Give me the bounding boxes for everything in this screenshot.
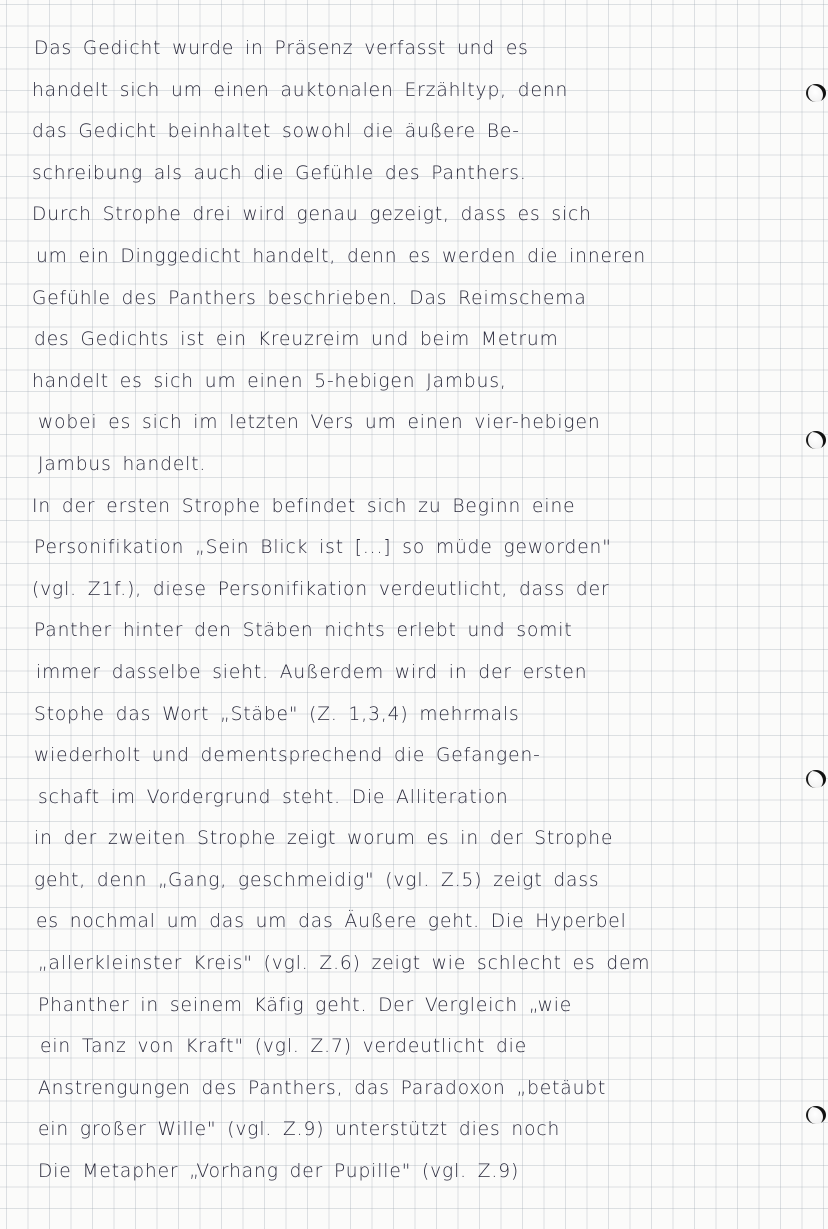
text-line-15: Panther hinter den Stäben nichts erlebt und somit (34, 620, 573, 642)
text-line-24: Phanther in seinem Käfig geht. Der Vergleich „wie (38, 994, 573, 1016)
text-line-21: geht, denn „Gang, geschmeidig" (vgl. Z.5) zeigt dass (34, 869, 600, 891)
text-line-26: Anstrengungen des Panthers, das Paradoxon „betäubt (38, 1077, 607, 1099)
binder-hole-icon (806, 84, 826, 102)
text-line-12: In der ersten Strophe befindet sich zu Beginn eine (32, 495, 576, 517)
text-line-18: wiederholt und dementsprechend die Gefangen- (34, 745, 541, 767)
binder-hole-icon (806, 431, 826, 449)
text-line-17: Stophe das Wort „Stäbe" (Z. 1,3,4) mehrmals (34, 703, 520, 725)
text-line-7: Gefühle des Panthers beschrieben. Das Reimschema (32, 287, 587, 309)
text-line-1: Das Gedicht wurde in Präsenz verfasst und es (34, 38, 529, 59)
binder-hole-icon (806, 770, 826, 788)
text-line-20: in der zweiten Strophe zeigt worum es in der Strophe (34, 828, 614, 850)
text-line-11: Jambus handelt. (38, 453, 207, 475)
text-line-19: schaft im Vordergrund steht. Die Alliteration (38, 786, 509, 808)
binder-hole-icon (806, 1106, 826, 1124)
text-line-27: ein großer Wille" (vgl. Z.9) unterstützt dies noch (38, 1119, 561, 1141)
text-line-5: Durch Strophe drei wird genau gezeigt, dass es sich (32, 204, 592, 226)
text-line-23: „allerkleinster Kreis" (vgl. Z.6) zeigt wie schlecht es dem (38, 953, 651, 975)
handwritten-text (32, 28, 712, 1193)
text-line-13: Personifikation „Sein Blick ist [...] so müde geworden" (34, 537, 612, 559)
text-line-16: immer dasselbe sieht. Außerdem wird in der ersten (36, 661, 588, 683)
text-line-22: es nochmal um das um das Äußere geht. Die Hyperbel (36, 911, 627, 933)
text-line-2: handelt sich um einen auktonalen Erzähltyp, denn (32, 79, 569, 101)
text-line-28: Die Metapher „Vorhang der Pupille" (vgl. Z.9) (38, 1161, 520, 1183)
text-line-25: ein Tanz von Kraft" (vgl. Z.7) verdeutlicht die (40, 1036, 528, 1058)
text-line-4: schreibung als auch die Gefühle des Panthers. (32, 162, 527, 184)
text-line-8: des Gedichts ist ein Kreuzreim und beim Metrum (34, 329, 559, 351)
text-line-9: handelt es sich um einen 5-hebigen Jambus, (32, 370, 507, 392)
text-line-14: (vgl. Z1f.), diese Personifikation verdeutlicht, dass der (32, 578, 610, 600)
text-line-10: wobei es sich im letzten Vers um einen vier-hebigen (38, 412, 601, 434)
text-line-3: das Gedicht beinhaltet sowohl die äußere Be- (32, 121, 520, 143)
text-line-6: um ein Dinggedicht handelt, denn es werden die inneren (36, 245, 647, 267)
